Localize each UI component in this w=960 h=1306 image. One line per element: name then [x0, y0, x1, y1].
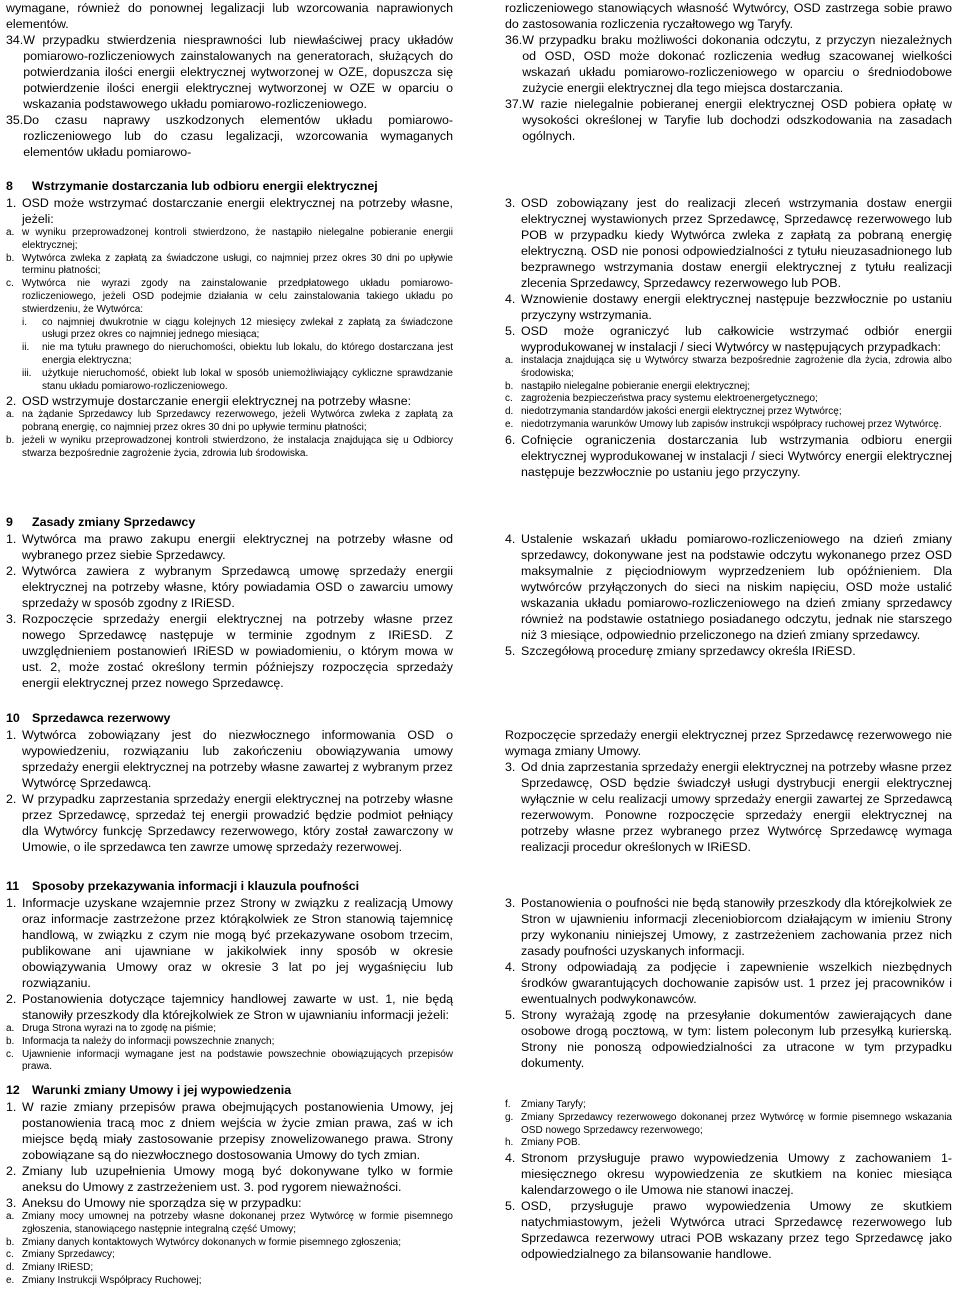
item-label: a.: [6, 1211, 15, 1222]
item-text: Zmiany Sprzedawcy rezerwowego dokonanej przez Wytwórcę w formie pisemnego wskazania OSD nowego Sprzedawcy rezerwowego;: [521, 1111, 952, 1136]
numbered-item: [6, 991, 453, 1023]
item-label: b.: [6, 252, 15, 264]
list-item: [6, 368, 453, 394]
item-text: Zmiany Taryfy;: [521, 1099, 586, 1110]
item-label: 4.: [505, 1151, 516, 1166]
item-label: 5.: [505, 324, 516, 338]
section-12: [0, 1082, 960, 1288]
item-text: Strony odpowiadają za podjęcie i zapewnienie wszelkich niezbędnych środków gwarantujących dochowanie zapisów ust. 1 przez jej pracowników i ewentualnych podwykonawców.: [521, 960, 952, 1006]
list-item: [6, 317, 453, 343]
list-item: [6, 1049, 453, 1075]
item-label: d.: [6, 1262, 15, 1274]
item-text: OSD zobowiązany jest do realizacji zleceń wstrzymania dostaw energii elektrycznej wystawionych przez Sprzedawcę, Sprzedawcę rezerwowego lub POB w przypadku kiedy Wytwórca zwleka z zapłatą za pobraną energię elektryczną. OSD nie ponosi odpowiedzialności z tytułu nieuzasadnionego lub bezprawnego wstrzymania dostaw energii elektrycznej z tytułu realizacji zlecenia Sprzedawcy, Sprzedawcy rezerwowego lub POB.: [521, 196, 952, 290]
item-text: Do czasu naprawy uszkodzonych elementów układu pomiarowo-rozliczeniowego lub do czasu legalizacji, wzorcowania wymaganych elementów układu pomiarowo-: [23, 113, 453, 159]
section-title: Sposoby przekazywania informacji i klauzula poufności: [32, 879, 360, 893]
item-text: użytkuje nieruchomość, obiekt lub lokal w sposób uniemożliwiający cykliczne sprawdzanie stanu układu pomiarowo-rozliczeniowego.: [42, 367, 453, 392]
item-text: Zmiany Instrukcji Współpracy Ruchowej;: [22, 1274, 202, 1286]
item-label: i.: [22, 316, 27, 328]
item-label: c.: [6, 278, 14, 290]
section-number: 12: [6, 1083, 20, 1097]
item-text: W przypadku stwierdzenia niesprawności lub niewłaściwej pracy układów pomiarowo-rozliczeniowych zainstalowanych na generatorach, służących do potwierdzania ilości energii elektrycznej wytworzonej w OZE, dopuszcza się potwierdzenie ilości energii elektrycznej wytworzonej w OZE w oparciu o wskazania podstawowego układu pomiarowo-rozliczeniowego.: [23, 33, 453, 111]
section-number: 11: [6, 879, 20, 893]
item-label: b.: [6, 1236, 15, 1248]
list-item: [505, 393, 952, 406]
numbered-item: [505, 32, 952, 96]
numbered-item: [505, 323, 952, 355]
list-item: [6, 227, 453, 253]
numbered-item: [6, 611, 453, 691]
numbered-item: [505, 643, 952, 659]
item-label: 3.: [6, 612, 17, 626]
numbered-item: [6, 32, 453, 112]
item-text: jeżeli w wyniku przeprowadzonej kontroli stwierdzono, że instalacja znajdująca się u Odbiorcy stwarza bezpośrednie zagrożenie życia, zdrowia lub środowiska.: [22, 434, 453, 459]
numbered-item: [6, 791, 453, 855]
section-title: Warunki zmiany Umowy i jej wypowiedzenia: [32, 1083, 292, 1097]
item-label: h.: [505, 1137, 514, 1149]
item-label: 3.: [505, 196, 516, 210]
numbered-item: [6, 531, 453, 563]
list-item: [505, 1137, 952, 1150]
list-item: [6, 1036, 453, 1049]
numbered-item: [505, 531, 952, 643]
item-text: nie ma tytułu prawnego do nieruchomości, obiektu lub lokalu, do którego dostarczana jest energia elektryczna;: [42, 342, 453, 366]
item-text: OSD, przysługuje prawo wypowiedzenia Umowy ze skutkiem natychmiastowym, jeżeli Wytwórca utraci Sprzedawcę rezerwowego lub Sprzedawca rezerwowy utraci POB wskazany przez tego Sprzedawcę jako odpowiedzialnego za bilansowanie handlowe.: [521, 1199, 952, 1262]
item-text: Informacje uzyskane wzajemnie przez Strony w związku z realizacją Umowy oraz informacje zastrzeżone przez którąkolwiek ze Stron stanowią tajemnicę handlową, w związku z czym nie mogą być przekazywane osobom trzecim, publikowane ani ujawniane w jakikolwiek inny sposób w okresie obowiązywania Umowy oraz w okresie 3 lat po jej wygaśnięciu lub rozwiązaniu.: [22, 896, 453, 990]
item-text: co najmniej dwukrotnie w ciągu kolejnych 12 miesięcy zwlekał z zapłatą za świadczone usługi przez okres co najmniej jednego miesiąca;: [42, 316, 453, 341]
item-text: W przypadku zaprzestania sprzedaży energii elektrycznej na potrzeby własne przez Sprzedawcę, sprzedaż tej energii prowadzić będzie podmiot pełniący dla Wytwórcy funkcję Sprzedawcy rezerwowego, który został zawarczony w Umowie, o ile sprzedawca ten zawrze umowę sprzedaży rezerwowej.: [22, 792, 453, 854]
item-label: 35.: [6, 113, 24, 127]
list-item: [6, 1211, 453, 1237]
continued-paragraphs: [0, 0, 960, 160]
item-label: 37.: [505, 97, 523, 111]
item-label: 34.: [6, 33, 24, 47]
item-text: na żądanie Sprzedawcy lub Sprzedawcy rezerwowego, jeżeli Wytwórca zwleka z zapłatą za pobraną energię, co najmniej przez okres 30 dni po upływie terminu płatności;: [22, 409, 453, 434]
item-text: nastąpiło nielegalne pobieranie energii elektrycznej;: [521, 380, 751, 392]
item-label: 3.: [6, 1196, 17, 1210]
item-text: W razie nielegalnie pobieranej energii elektrycznej OSD pobiera opłatę w wysokości określonej w Taryfie lub dochodzi odszkodowania na zasadach ogólnych.: [522, 97, 952, 143]
item-label: ii.: [22, 342, 30, 354]
item-text: Aneksu do Umowy nie sporządza się w przypadku:: [22, 1196, 302, 1210]
item-label: e.: [505, 418, 514, 430]
list-item: [6, 1249, 453, 1262]
list-item: [6, 1275, 453, 1288]
list-item: [6, 278, 453, 316]
item-label: 1.: [6, 532, 17, 546]
item-text: Informacja ta należy do informacji powszechnie znanych;: [22, 1035, 275, 1047]
numbered-item: [505, 1150, 952, 1198]
item-text: niedotrzymania standardów jakości energii elektrycznej przez Wytwórcę;: [521, 406, 842, 418]
numbered-item: [505, 195, 952, 291]
item-label: a.: [505, 355, 514, 366]
item-label: 2.: [6, 1164, 17, 1178]
item-label: b.: [6, 434, 15, 446]
section-8-right-column: [505, 195, 952, 480]
item-label: c.: [6, 1048, 14, 1060]
item-label: 1.: [6, 728, 17, 742]
numbered-item: [6, 393, 453, 409]
item-label: 5.: [505, 1199, 516, 1214]
numbered-item: [505, 959, 952, 1007]
top-left-column: [6, 0, 453, 160]
section-10-right-column: [505, 727, 952, 855]
numbered-item: [6, 112, 453, 160]
item-text: Postanowienia o poufności nie będą stanowiły przeszkody dla którejkolwiek ze Stron w ujawnieniu informacji zleceniobiorcom działającym w imieniu Strony przy wykonaniu niniejszej Umowy, z zastrzeżeniem zachowania przez nich zasady poufności uzyskanych informacji.: [521, 896, 952, 958]
item-text: OSD wstrzymuje dostarczanie energii elektrycznej na potrzeby własne:: [22, 394, 412, 409]
list-item: [6, 1237, 453, 1250]
item-label: 1.: [6, 196, 17, 210]
item-text: Zmiany IRiESD;: [22, 1262, 94, 1274]
item-text: Wytwórca nie wyrazi zgody na zainstalowanie przedpłatowego układu pomiarowo-rozliczeniowego, jeżeli OSD podejmie działania w celu zainstalowania takiego układu po stwierdzeniu, że Wytwórca:: [22, 278, 453, 315]
item-label: 4.: [505, 960, 516, 974]
item-label: 2.: [6, 564, 17, 578]
item-text: Ustalenie wskazań układu pomiarowo-rozliczeniowego na dzień zmiany sprzedawcy, dokonywane jest na podstawie odczytu wykonanego przez OSD maksymalnie z pięciodniowym wyprzedzeniem lub opóźnieniem. Dla wytwórców przyłączonych do sieci na niskim napięciu, OSD może ustalić wskazania układu pomiarowo-rozliczeniowego na dzień zmiany sprzedawcy również na podstawie ostatniego posiadanego odczytu, jednak nie starszego niż 3 miesiące, odpowiednio przeliczonego na dzień zmiany sprzedawcy.: [521, 532, 952, 642]
item-label: 2.: [6, 992, 17, 1006]
item-text: Wytwórca ma prawo zakupu energii elektrycznej na potrzeby własne od wybranego przez siebie Sprzedawcy.: [22, 532, 453, 562]
item-text: w wyniku przeprowadzonej kontroli stwierdzono, że nastąpiło nielegalne pobieranie energii elektrycznej;: [22, 227, 453, 251]
section-number: 9: [6, 515, 13, 529]
item-label: 1.: [6, 1100, 17, 1114]
paragraph: rozliczeniowego stanowiących własność Wytwórcy, OSD zastrzega sobie prawo do zastosowania rozliczenia ryczałtowego wg Taryfy.: [505, 1, 952, 31]
item-label: 6.: [505, 432, 516, 447]
item-text: Zmiany mocy umownej na potrzeby własne dokonanej przez Wytwórcę w formie pisemnego zgłoszenia, stanowiącego następnie integralną część Umowy;: [22, 1211, 453, 1235]
section-9-right-column: [505, 531, 952, 691]
item-label: f.: [505, 1099, 511, 1110]
numbered-item: [6, 1163, 453, 1195]
section-title: Sprzedawca rezerwowy: [32, 711, 171, 725]
item-label: e.: [6, 1274, 15, 1286]
item-text: zagrożenia bezpieczeństwa pracy systemu elektroenergetycznego;: [521, 393, 818, 405]
section-number: 10: [6, 711, 20, 725]
item-text: Wznowienie dostawy energii elektrycznej następuje bezzwłocznie po ustaniu przyczyny wstrzymania.: [521, 292, 952, 322]
item-text: Szczegółową procedurę zmiany sprzedawcy określa IRiESD.: [521, 644, 856, 658]
item-label: 2.: [6, 394, 17, 409]
item-text: Zmiany danych kontaktowych Wytwórcy dokonanych w formie pisemnego zgłoszenia;: [22, 1236, 401, 1248]
section-number: 8: [6, 179, 13, 193]
item-label: g.: [505, 1111, 514, 1123]
top-right-column: [505, 0, 952, 160]
item-text: Stronom przysługuje prawo wypowiedzenia Umowy z zachowaniem 1-miesięcznego okresu wypowiedzenia ze skutkiem na koniec miesiąca kalendarzowego o ile Umowa nie stanowi inaczej.: [521, 1151, 952, 1198]
list-item: [6, 253, 453, 279]
item-text: instalacja znajdująca się u Wytwórcy stwarza bezpośrednie zagrożenie dla życia, zdrowia albo środowiska;: [521, 355, 952, 379]
item-label: 3.: [505, 896, 516, 910]
item-text: W razie zmiany przepisów prawa obejmujących postanowienia Umowy, jej postanowienia tracą moc z dniem wejścia w życie zmian prawa, zaś w ich miejsce będą miały zastosowanie przepisy znowelizowanego prawa. Strony zobowiązane są do niezwłocznego dostosowania Umowy do tych zmian.: [22, 1100, 453, 1162]
list-item: [6, 435, 453, 461]
item-text: Wytwórca zobowiązany jest do niezwłocznego informowania OSD o wypowiedzeniu, rozwiązaniu lub zakończeniu obowiązywania umowy sprzedaży energii elektrycznej na potrzeby własne zawartej z wybranym przez Wytwórcę Sprzedawcą.: [22, 728, 453, 790]
numbered-item: [6, 195, 453, 227]
item-text: OSD może wstrzymać dostarczanie energii elektrycznej na potrzeby własne, jeżeli:: [22, 196, 453, 226]
section-12-left-column: [6, 1099, 453, 1288]
section-heading: [6, 710, 170, 726]
item-text: W przypadku braku możliwości dokonania odczytu, z przyczyn niezależnych od OSD, OSD może dokonać rozliczenia według szacowanej wielkości wskazań układu pomiarowo-rozliczeniowego w oparciu o średniodobowe zużycie energii elektrycznej dla tego miejsca dostarczania.: [522, 33, 952, 95]
item-text: Ujawnienie informacji wymagane jest na podstawie powszechnie obowiązujących przepisów prawa.: [22, 1048, 453, 1073]
item-text: Zmiany Sprzedawcy;: [22, 1249, 115, 1261]
item-label: 4.: [505, 292, 516, 306]
item-text: Wytwórca zawiera z wybranym Sprzedawcą umowę sprzedaży energii elektrycznej na potrzeby własne, który powiadamia OSD o zawarciu umowy sprzedaży w sposób zgodny z IRiESD.: [22, 564, 453, 610]
section-9-left-column: [6, 531, 453, 691]
section-10-left-column: [6, 727, 453, 855]
item-text: Strony wyrażają zgodę na przesyłanie dokumentów zawierających dane osobowe drogą pocztową, w tym: listem poleconym lub przesyłką kurierską. Strony nie ponoszą odpowiedzialności za utracone w tym przypadku dokumenty.: [521, 1008, 952, 1070]
list-item: [505, 355, 952, 381]
list-item: [505, 419, 952, 432]
section-12-right-column: [505, 1099, 952, 1288]
item-label: 4.: [505, 532, 516, 546]
item-label: a.: [6, 227, 15, 238]
section-heading: [6, 514, 195, 530]
numbered-item: [6, 1195, 453, 1211]
item-label: a.: [6, 1023, 15, 1034]
item-label: 5.: [505, 1008, 516, 1022]
numbered-item: [505, 96, 952, 144]
list-item: [6, 342, 453, 368]
numbered-item: [6, 727, 453, 791]
item-label: iii.: [22, 367, 32, 379]
section-11: [0, 878, 960, 1074]
section-11-right-column: [505, 895, 952, 1074]
numbered-item: [505, 759, 952, 855]
item-text: Druga Strona wyrazi na to zgodę na piśmie;: [22, 1023, 216, 1034]
numbered-item: [505, 432, 952, 480]
item-label: d.: [505, 406, 514, 418]
paragraph: wymagane, również do ponownej legalizacji lub wzorcowania naprawionych elementów.: [6, 1, 453, 31]
item-text: niedotrzymania warunków Umowy lub zapisów instrukcji współpracy ruchowej przez Wytwórcę.: [521, 418, 942, 430]
section-heading: [6, 1082, 291, 1098]
item-text: Cofnięcie ograniczenia dostarczania lub wstrzymania odbioru energii elektrycznej wyprodukowanej w instalacji / sieci Wytwórcy energii elektrycznej następuje bezzwłocznie po ustaniu jego przyczyny.: [521, 432, 952, 479]
item-text: Postanowienia dotyczące tajemnicy handlowej zawarte w ust. 1, nie będą stanowiły przeszkody dla którejkolwiek ze Stron w ujawnianiu informacji jeżeli:: [22, 992, 453, 1022]
item-label: b.: [505, 380, 514, 392]
section-8: [0, 178, 960, 480]
list-item: [505, 381, 952, 394]
numbered-item: [505, 1007, 952, 1071]
item-text: Zmiany lub uzupełnienia Umowy mogą być dokonywane tylko w formie aneksu do Umowy z zastrzeżeniem ust. 3. pod rygorem nieważności.: [22, 1164, 453, 1194]
item-text: Zmiany POB.: [521, 1137, 581, 1149]
numbered-item: [6, 1099, 453, 1163]
item-label: b.: [6, 1035, 15, 1047]
list-item: [6, 1023, 453, 1036]
section-9: [0, 514, 960, 691]
item-label: 2.: [6, 792, 17, 806]
section-8-left-column: [6, 195, 453, 480]
item-text: Od dnia zaprzestania sprzedaży energii elektrycznej na potrzeby własne przez Sprzedawcę, OSD będzie świadczył usługi dystrybucji energii elektrycznej wyłącznie w celu realizacji umowy sprzedaży energii zawartej ze Sprzedawcą rezerwowym. Ponowne rozpoczęcie sprzedaży energii elektrycznej na potrzeby własne przez wybranego przez Wytwórcę Sprzedawcę wymaga realizacji procedur określonych w IRiESD.: [521, 760, 952, 854]
numbered-item: [505, 1198, 952, 1262]
list-item: [6, 409, 453, 435]
item-label: c.: [6, 1249, 14, 1261]
item-label: 3.: [505, 760, 516, 774]
section-heading: [6, 878, 359, 894]
list-item: [505, 1112, 952, 1138]
section-10: [0, 710, 960, 855]
list-item: [505, 406, 952, 419]
item-label: c.: [505, 393, 513, 405]
item-label: 1.: [6, 896, 17, 910]
section-title: Zasady zmiany Sprzedawcy: [32, 515, 196, 529]
item-label: 36.: [505, 33, 523, 47]
numbered-item: [6, 895, 453, 991]
numbered-item: [505, 291, 952, 323]
item-text: OSD może ograniczyć lub całkowicie wstrzymać odbiór energii wyprodukowanej w instalacji / sieci Wytwórcy w następujących przypadkach:: [521, 324, 952, 354]
numbered-item: [505, 895, 952, 959]
item-label: 5.: [505, 644, 516, 658]
paragraph: Rozpoczęcie sprzedaży energii elektrycznej przez Sprzedawcę rezerwowego nie wymaga zmiany Umowy.: [505, 728, 952, 758]
section-heading: [6, 178, 378, 194]
list-item: [6, 1262, 453, 1275]
list-item: [505, 1099, 952, 1112]
section-title: Wstrzymanie dostarczania lub odbioru energii elektrycznej: [32, 179, 378, 193]
item-label: a.: [6, 409, 15, 421]
item-text: Rozpoczęcie sprzedaży energii elektrycznej na potrzeby własne przez nowego Sprzedawcę następuje w terminie zgodnym z IRiESD. Z uwzględnieniem postanowień IRiESD w powiadomieniu, o którym mowa w ust. 2, może zostać określony termin późniejszy rozpoczęcia sprzedaży energii elektrycznej przez nowego Sprzedawcę.: [22, 612, 453, 690]
section-11-left-column: [6, 895, 453, 1074]
numbered-item: [6, 563, 453, 611]
item-text: Wytwórca zwleka z zapłatą za świadczone usługi, co najmniej przez okres 30 dni po upływie terminu płatności;: [22, 252, 453, 277]
